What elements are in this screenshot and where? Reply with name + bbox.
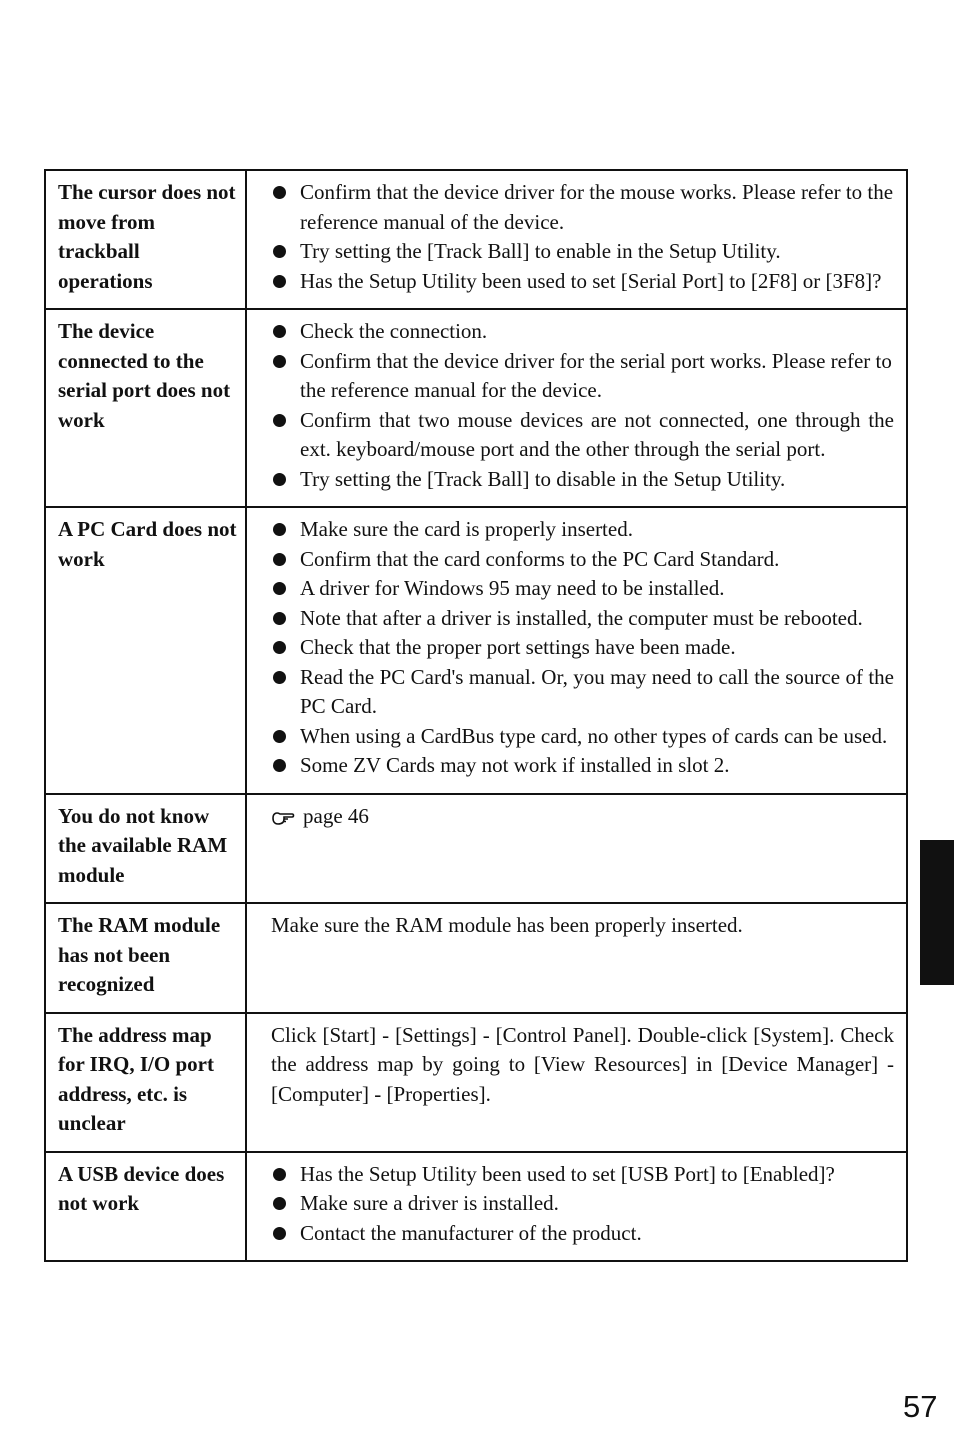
list-item bbox=[271, 1219, 894, 1249]
list-item-text: Confirm that the device driver for the serial port works. Please refer to the reference manual for the device. bbox=[300, 348, 892, 402]
list-item bbox=[271, 406, 894, 465]
list-item bbox=[271, 1160, 894, 1190]
bullet-icon bbox=[273, 275, 286, 288]
table-row bbox=[45, 794, 907, 904]
bullet-icon bbox=[273, 553, 286, 566]
list-item-text: Make sure the card is properly inserted. bbox=[300, 517, 633, 541]
list-item bbox=[271, 515, 894, 545]
bullet-icon bbox=[273, 730, 286, 743]
list-item bbox=[271, 604, 894, 634]
problem-cell: The cursor does not move from trackball operations bbox=[45, 170, 246, 309]
solution-list bbox=[271, 515, 894, 781]
list-item-text: Try setting the [Track Ball] to disable in the Setup Utility. bbox=[300, 466, 786, 491]
list-item-text: Contact the manufacturer of the product. bbox=[300, 1220, 642, 1245]
bullet-icon bbox=[273, 325, 286, 338]
solution-cell: Make sure the RAM module has been properly inserted. bbox=[246, 903, 907, 1013]
list-item bbox=[271, 751, 894, 781]
list-item bbox=[271, 237, 894, 267]
solution-list bbox=[271, 178, 894, 296]
bullet-icon bbox=[273, 245, 286, 258]
list-item-text: A driver for Windows 95 may need to be installed. bbox=[300, 576, 725, 600]
list-item-text: Confirm that two mouse devices are not connected, one through the ext. keyboard/mouse port and the other through the serial port. bbox=[300, 407, 894, 461]
list-item-text: Has the Setup Utility been used to set [Serial Port] to [2F8] or [3F8]? bbox=[300, 268, 882, 293]
list-item-text: Read the PC Card's manual. Or, you may need to call the source of the PC Card. bbox=[300, 664, 894, 718]
list-item bbox=[271, 267, 894, 297]
pointing-hand-icon bbox=[271, 810, 295, 826]
page-reference bbox=[271, 802, 894, 832]
table-row bbox=[45, 1152, 907, 1262]
bullet-icon bbox=[273, 414, 286, 427]
bullet-icon bbox=[273, 582, 286, 595]
list-item-text: Confirm that the card conforms to the PC Card Standard. bbox=[300, 546, 780, 571]
list-item bbox=[271, 574, 894, 604]
table-row bbox=[45, 507, 907, 794]
list-item-text: Note that after a driver is installed, the computer must be rebooted. bbox=[300, 605, 863, 630]
page-number: 57 bbox=[903, 1389, 938, 1424]
solution-cell bbox=[246, 507, 907, 794]
table-row bbox=[45, 170, 907, 309]
list-item-text: When using a CardBus type card, no other types of cards can be used. bbox=[300, 723, 888, 748]
problem-cell: A USB device does not work bbox=[45, 1152, 246, 1262]
list-item bbox=[271, 178, 894, 237]
list-item-text: Some ZV Cards may not work if installed in slot 2. bbox=[300, 753, 730, 777]
list-item bbox=[271, 317, 894, 347]
solution-list bbox=[271, 1160, 894, 1249]
bullet-icon bbox=[273, 473, 286, 486]
list-item-text: Has the Setup Utility been used to set [USB Port] to [Enabled]? bbox=[300, 1161, 835, 1186]
bullet-icon bbox=[273, 612, 286, 625]
list-item bbox=[271, 465, 894, 495]
list-item bbox=[271, 722, 894, 752]
problem-cell: The address map for IRQ, I/O port address, etc. is unclear bbox=[45, 1013, 246, 1152]
list-item bbox=[271, 633, 894, 663]
table-row bbox=[45, 903, 907, 1013]
solution-cell bbox=[246, 1152, 907, 1262]
solution-cell bbox=[246, 170, 907, 309]
problem-cell: The device connected to the serial port does not work bbox=[45, 309, 246, 507]
table-row bbox=[45, 309, 907, 507]
bullet-icon bbox=[273, 1168, 286, 1181]
troubleshooting-table bbox=[44, 169, 908, 1262]
bullet-icon bbox=[273, 1197, 286, 1210]
list-item bbox=[271, 1189, 894, 1219]
bullet-icon bbox=[273, 759, 286, 772]
bullet-icon bbox=[273, 1227, 286, 1240]
bullet-icon bbox=[273, 186, 286, 199]
list-item-text: Check that the proper port settings have been made. bbox=[300, 635, 736, 659]
solution-cell bbox=[246, 309, 907, 507]
bullet-icon bbox=[273, 641, 286, 654]
table-row bbox=[45, 1013, 907, 1152]
solution-cell: Click [Start] - [Settings] - [Control Panel]. Double-click [System]. Check the address map by going to [View Resources] in [Device Manager] - [Computer] - [Properties]. bbox=[246, 1013, 907, 1152]
page-reference-text: page 46 bbox=[303, 803, 369, 828]
solution-list bbox=[271, 317, 894, 494]
list-item-text: Confirm that the device driver for the mouse works. Please refer to the reference manual of the device. bbox=[300, 180, 894, 234]
solution-cell bbox=[246, 794, 907, 904]
problem-cell: You do not know the available RAM module bbox=[45, 794, 246, 904]
bullet-icon bbox=[273, 355, 286, 368]
problem-cell: A PC Card does not work bbox=[45, 507, 246, 794]
bullet-icon bbox=[273, 523, 286, 536]
list-item-text: Try setting the [Track Ball] to enable in the Setup Utility. bbox=[300, 239, 781, 263]
list-item bbox=[271, 663, 894, 722]
list-item bbox=[271, 347, 894, 406]
section-thumb-tab bbox=[920, 840, 954, 985]
problem-cell: The RAM module has not been recognized bbox=[45, 903, 246, 1013]
list-item bbox=[271, 545, 894, 575]
list-item-text: Check the connection. bbox=[300, 319, 488, 343]
list-item-text: Make sure a driver is installed. bbox=[300, 1191, 559, 1215]
bullet-icon bbox=[273, 671, 286, 684]
